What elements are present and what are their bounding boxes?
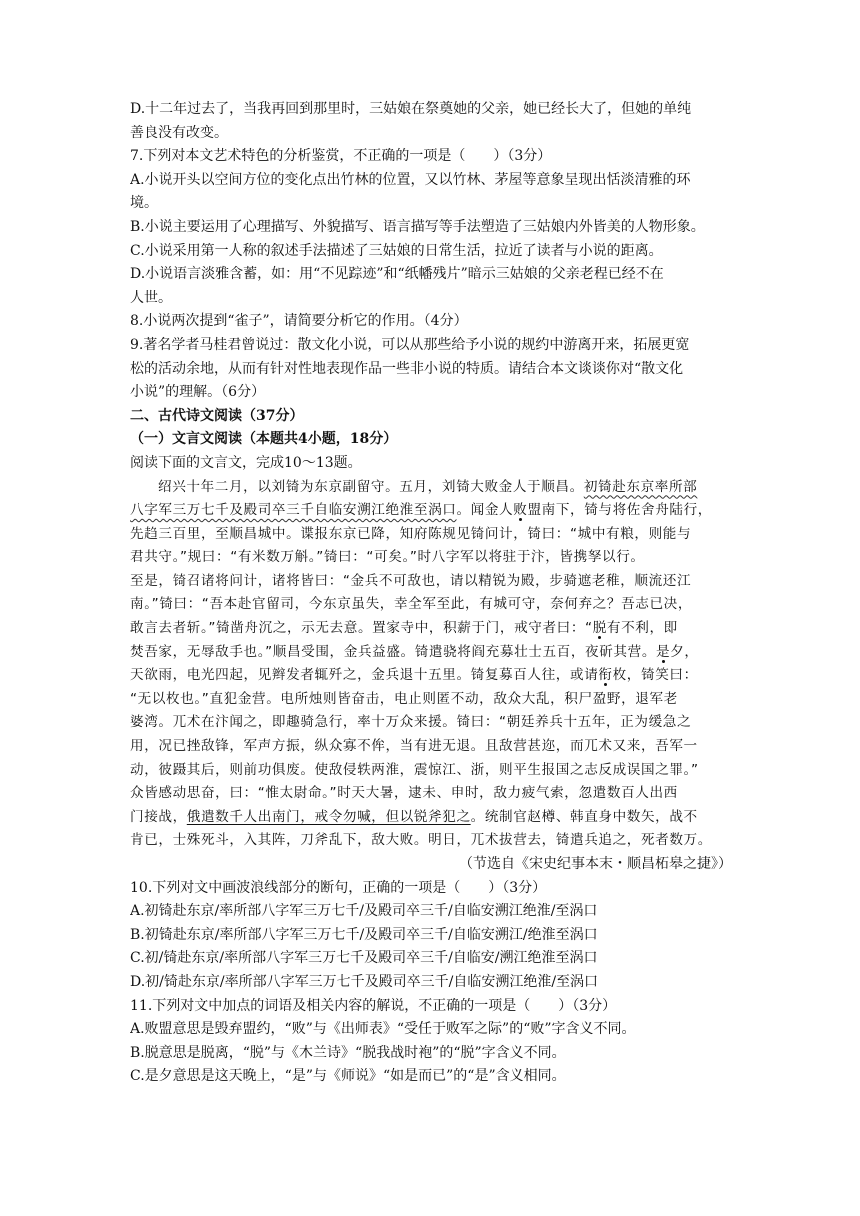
- dotted-word: 衔: [598, 667, 613, 684]
- passage-line: “无以枚也。”直犯金营。电所烛则皆奋击，电止则匿不动，敌众大乱，积尸盈野，退军老: [130, 690, 678, 707]
- question-9-line3: 小说”的理解。（6分）: [130, 384, 266, 401]
- passage-line: 敢言去者斩。”锜凿舟沉之，示无去意。置家寺中，积薪于门，戒守者曰：“脱有不利，即: [130, 620, 678, 637]
- option-10a: A.初锜赴东京/率所部八字军三万七千/及殿司卒三千/自临安溯江绝淮/至涡口: [130, 903, 598, 920]
- option-7d-line1: D.小说语言淡雅含蓄，如：用“不见踪迹”和“纸幡残片”暗示三姑娘的父亲老程已经不在: [130, 266, 664, 283]
- section-heading: 二、古代诗文阅读（37分）: [130, 407, 304, 424]
- option-10d: D.初/锜赴东京/率所部八字军三万七千及殿司卒三千/自临安溯江绝淮/至涡口: [130, 973, 599, 990]
- option-7c: C.小说采用第一人称的叙述手法描述了三姑娘的日常生活，拉近了读者与小说的距离。: [130, 242, 663, 259]
- classical-passage: [130, 476, 732, 877]
- question-7: 7.下列对本文艺术特色的分析鉴赏，不正确的一项是（ ）（3分）: [130, 148, 552, 165]
- option-7a-line2: 境。: [130, 195, 158, 212]
- passage-line: 先趋三百里，至顺昌城中。谍报东京已降，知府陈规见锜问计，锜曰：“城中有粮，则能与: [130, 525, 692, 542]
- passage-line: 肯已，士殊死斗，入其阵，刀斧乱下，敌大败。明日，兀术拔营去，锜遣兵追之，死者数万。: [130, 832, 712, 849]
- option-6d-line1: D.十二年过去了，当我再回到那里时，三姑娘在祭奠她的父亲，她已经长大了，但她的单纯: [130, 101, 692, 117]
- option-11a: A.败盟意思是毁弃盟约，“败”与《出师表》“受任于败军之际”的“败”字含义不同。: [130, 1021, 636, 1038]
- passage-line: 动，彼蹑其后，则前功俱废。使敌侵轶两淮，震惊江、浙，则平生报国之志反成误国之罪。”: [130, 761, 699, 778]
- option-7a-line1: A.小说开头以空间方位的变化点出竹林的位置，又以竹林、茅屋等意象呈现出恬淡清雅的环: [130, 171, 691, 188]
- question-9-line1: 9.著名学者马桂君曾说过：散文化小说，可以从那些给予小说的规约中游离开来，拓展更宽: [130, 336, 690, 353]
- question-8: 8.小说两次提到“雀子”，请简要分析它的作用。（4分）: [130, 313, 468, 330]
- option-10b: B.初锜赴东京/率所部八字军三万七千/及殿司卒三千/自临安溯江/绝淮至涡口: [130, 926, 598, 943]
- passage-line: 用，况已挫敌锋，军声方振，纵众寡不侔，当有进无退。且敌营甚迩，而兀术又来，吾军一: [130, 738, 698, 755]
- option-7b: B.小说主要运用了心理描写、外貌描写、语言描写等手法塑造了三姑娘内外皆美的人物形象。: [130, 218, 705, 235]
- dotted-word: 败: [513, 502, 528, 519]
- subsection-heading: （一）文言文阅读（本题共4小题，18分）: [130, 431, 398, 448]
- question-9-line2: 松的活动余地，从而有针对性地表现作品一些非小说的特质。请结合本文谈谈你对“散文化: [130, 360, 684, 377]
- underlined-sentence: 俄遣数千人出南门，戒令勿喊，但以锐斧犯之: [186, 808, 471, 825]
- question-11: 11.下列对文中加点的词语及相关内容的解说，不正确的一项是（ ）（3分）: [130, 997, 617, 1014]
- wavy-underlined-text: 八字军三万七千及殿司卒三千自临安溯江绝淮至涡口: [130, 502, 457, 519]
- exam-page: [130, 98, 732, 1089]
- passage-line: 南。”锜曰：“吾本赴官留司，今东京虽失，幸全军至此，有城可守，奈何弃之？吾志已决，: [130, 596, 693, 613]
- option-7d-line2: 人世。: [130, 289, 172, 306]
- option-10c: C.初/锜赴东京/率所部八字军三万七千及殿司卒三千/自临安/溯江绝淮至涡口: [130, 950, 598, 967]
- passage-line: 门接战，俄遣数千人出南门，戒令勿喊，但以锐斧犯之。统制官赵樽、韩直身中数矢，战不: [130, 808, 698, 825]
- option-11c: C.是夕意思是这天晚上，“是”与《师说》“如是而已”的“是”含义相同。: [130, 1068, 566, 1085]
- dotted-word: 脱: [592, 620, 607, 637]
- passage-line: 天欲雨，电光四起，见辫发者辄歼之，金兵退十五里。锜复募百人往，或请衔枚，锜笑曰：: [130, 667, 698, 684]
- passage-line: 焚吾家，无辱敌手也。”顺昌受围，金兵益盛。锜遣骁将阎充募壮士五百，夜斫其营。是夕，: [130, 643, 699, 660]
- passage-line: 婆湾。兀术在汴闻之，即趣骑急行，率十万众来援。锜曰：“朝廷养兵十五年，正为缓急之: [130, 714, 692, 731]
- reading-instruction: 阅读下面的文言文，完成10～13题。: [130, 454, 362, 471]
- option-11b: B.脱意思是脱离，“脱”与《木兰诗》“脱我战时袍”的“脱”字含义不同。: [130, 1044, 566, 1061]
- question-10: 10.下列对文中画波浪线部分的断句，正确的一项是（ ）（3分）: [130, 879, 547, 896]
- passage-line: 绍兴十年二月，以刘锜为东京副留守。五月，刘锜大败金人于顺昌。初锜赴东京率所部: [158, 478, 698, 495]
- passage-line: 众皆感动思奋，曰：“惟太尉命。”时天大暑，逮未、申时，敌力疲气索，忽遣数百人出西: [130, 785, 678, 802]
- passage-line: 八字军三万七千及殿司卒三千自临安溯江绝淮至涡口。闻金人败盟南下，锜与将佐舍舟陆行，: [130, 502, 712, 519]
- passage-source: （节选自《宋史纪事本末・顺昌柘皋之捷》）: [459, 856, 732, 872]
- dotted-word: 是: [656, 643, 671, 660]
- passage-line: 君共守。”规曰：“有米数万斛。”锜曰：“可矣。”时八字军以将驻于汴，皆携孥以行。: [130, 549, 645, 566]
- option-6d-line2: 善良没有改变。: [130, 124, 228, 141]
- passage-line: 至是，锜召诸将问计，诸将皆曰：“金兵不可敌也，请以精锐为殿，步骑遮老稚，顺流还江: [130, 572, 692, 589]
- wavy-underlined-text: 初锜赴东京率所部: [583, 478, 698, 495]
